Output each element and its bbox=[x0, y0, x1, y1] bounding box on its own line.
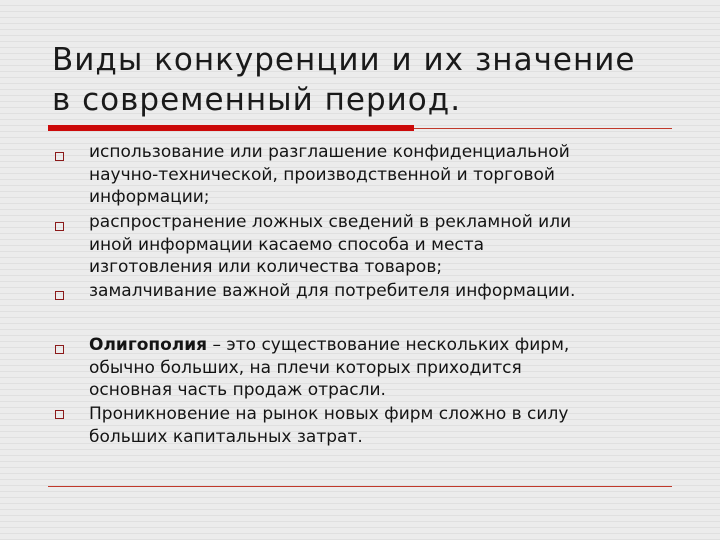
list-item-line: замалчивание важной для потребителя информации. bbox=[89, 281, 576, 301]
list-item-text bbox=[89, 403, 674, 448]
title-line-1: Виды конкуренции и их значение bbox=[52, 42, 636, 78]
list-item-line: использование или разглашение конфиденциальной bbox=[89, 142, 570, 162]
term-oligopoly: Олигополия bbox=[89, 335, 208, 355]
list-item-line-first bbox=[89, 334, 674, 357]
list-item-line: распространение ложных сведений в рекламной или bbox=[89, 212, 572, 232]
square-bullet-icon bbox=[55, 222, 64, 231]
list-item-line: больших капитальных затрат. bbox=[89, 426, 363, 447]
list-item-line: основная часть продаж отрасли. bbox=[89, 380, 386, 400]
term-definition-start: – это существование нескольких фирм, bbox=[207, 335, 570, 355]
title-line-2: в современный период. bbox=[52, 82, 462, 118]
list-item-text bbox=[89, 211, 674, 279]
list-item-text bbox=[89, 141, 674, 209]
list-item-line: изготовления или количества товаров; bbox=[89, 257, 443, 277]
list-item-line: обычно больших, на плечи которых приходится bbox=[89, 357, 522, 378]
list-item-line: иной информации касаемо способа и места bbox=[89, 234, 485, 255]
list-item-line: научно-технической, производственной и торговой bbox=[89, 164, 555, 185]
list-item-line: информации; bbox=[89, 187, 210, 207]
square-bullet-icon bbox=[55, 291, 64, 300]
footer-divider bbox=[48, 486, 672, 487]
list-item-line: Проникновение на рынок новых фирм сложно в силу bbox=[89, 404, 569, 424]
square-bullet-icon bbox=[55, 345, 64, 354]
list-item-text bbox=[89, 334, 674, 402]
list-item-text bbox=[89, 280, 674, 303]
square-bullet-icon bbox=[55, 410, 64, 419]
square-bullet-icon bbox=[55, 152, 64, 161]
